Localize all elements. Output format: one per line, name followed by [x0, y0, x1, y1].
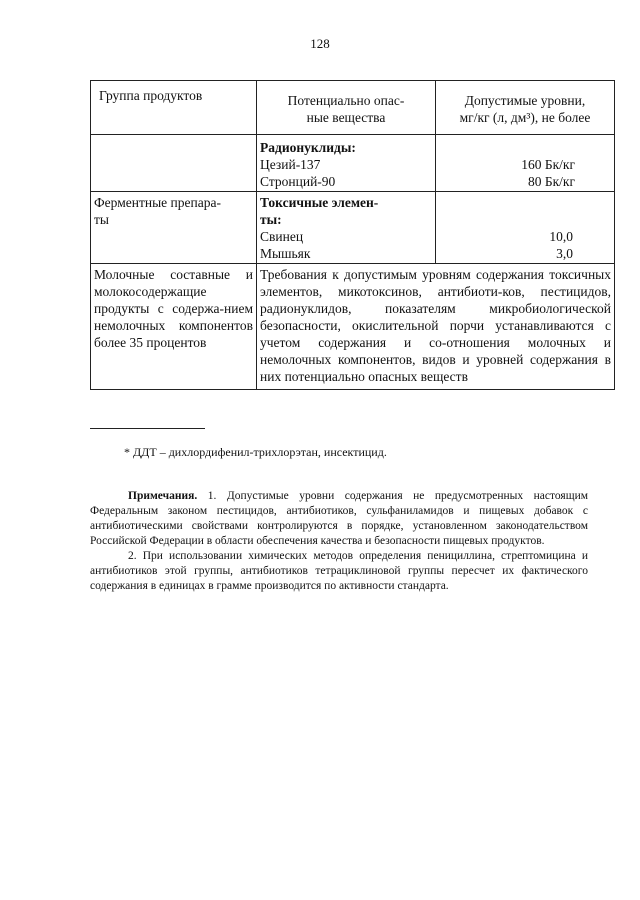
cell-dairy-requirement: Требования к допустимым уровням содержания токсичных элементов, микотоксинов, антибиоти-ков, пестицидов, радионуклидов, показателям микробиологической безопасности, окислительной порчи устанавливаются с учетом содержания и со-отношения молочных и немолочных компонентов, видов и уровней содержания в них потенциально опасных веществ: [257, 264, 615, 390]
contaminants-table: [90, 80, 615, 390]
cell-radionuclides-values: [436, 135, 615, 192]
table-row-radionuclides: [91, 135, 615, 192]
table-header-row: [91, 81, 615, 135]
cell-group-dairy: Молочные составные и молокосодержащие продукты с содержа-нием немолочных компонентов более 35 процентов: [91, 264, 257, 390]
note-2: 2. При использовании химических методов определения пенициллина, стрептомицина и антибиотиков этой группы, антибиотиков тетрациклиновой группы пересчет их фактического содержания в единицах в грамме производится по активности стандарта.: [90, 550, 588, 592]
header-col2-line2: ные вещества: [306, 110, 386, 125]
header-permissible-levels: [436, 81, 615, 135]
note-1-text: 1. Допустимые уровни содержания не предусмотренных настоящим Федеральным законом пестицидов, антибиотиков, сульфаниламидов и пищевых добавок с антибиотическими свойствами контролируются в порядке, установленном законодательством Российской Федерации в области обеспечения качества и безопасности пищевых продуктов.: [90, 490, 588, 547]
radionuclides-heading: Радионуклиды:: [260, 140, 356, 155]
cell-group-enzymes: [91, 192, 257, 264]
value-strontium: 80 Бк/кг: [527, 174, 575, 189]
value-cesium: 160 Бк/кг: [521, 157, 575, 172]
value-lead: 10,0: [549, 229, 573, 244]
header-col2-line1: Потенциально опас-: [287, 93, 405, 108]
footnote-ddt: * ДДТ – дихлордифенил-трихлорэтан, инсектицид.: [124, 445, 387, 459]
toxic-heading-line2: ты:: [260, 212, 282, 227]
cell-group-empty: [91, 135, 257, 192]
value-arsenic: 3,0: [556, 246, 573, 261]
toxic-heading-line1: Токсичные элемен-: [260, 195, 379, 210]
page-number: 128: [310, 36, 330, 51]
header-col3-line1: Допустимые уровни,: [464, 93, 586, 108]
cell-toxic-substances: [257, 192, 436, 264]
footnote-separator: [90, 428, 205, 429]
substance-cesium: Цезий-137: [260, 157, 321, 172]
header-hazardous-substances: [257, 81, 436, 135]
group-enzymes-line2: ты: [94, 212, 109, 227]
cell-radionuclides-substances: [257, 135, 436, 192]
substance-lead: Свинец: [260, 229, 304, 244]
cell-toxic-values: [436, 192, 615, 264]
header-col3-line2: мг/кг (л, дм³), не более: [459, 110, 591, 125]
table-row-dairy: [91, 264, 615, 390]
header-product-group-label: Группа продуктов: [99, 88, 203, 103]
substance-strontium: Стронций-90: [260, 174, 336, 189]
notes-section: [90, 489, 588, 594]
table-row-enzymes: [91, 192, 615, 264]
notes-lead: Примечания.: [128, 490, 198, 502]
substance-arsenic: Мышьяк: [260, 246, 311, 261]
header-product-group: [91, 81, 257, 135]
note-1: [90, 489, 588, 549]
group-enzymes-line1: Ферментные препара-: [94, 195, 221, 210]
